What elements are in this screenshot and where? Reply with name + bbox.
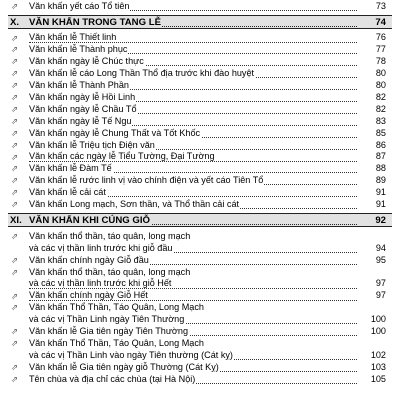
page-number: 85 [358, 128, 386, 138]
section-number: XI. [10, 215, 22, 227]
entry-title-continued: và các vị thần linh trước khi giỗ đầu [29, 242, 173, 253]
page-number: 89 [358, 175, 386, 185]
bullet-icon: ⇗ [11, 103, 19, 114]
section-title: VĂN KHẤN KHI CÚNG GIỖ [29, 215, 150, 227]
toc-entry[interactable] [0, 373, 400, 385]
toc-entry[interactable] [0, 115, 400, 127]
entry-title: Văn khấn ngày lễ Chầu Tổ [29, 103, 137, 114]
toc-entry[interactable] [0, 151, 400, 163]
entry-title-continued: và các vị Thần Linh vào ngày Tiên thường (Cát kỵ) [29, 349, 233, 360]
entry-title-continued: và các vị thần linh trước khi giỗ Hết [29, 278, 172, 289]
section-page-number: 92 [358, 215, 386, 226]
toc-entry[interactable] [0, 175, 400, 187]
toc-entry[interactable] [0, 302, 400, 326]
entry-title: Văn khấn lễ Đàm Tế [29, 163, 112, 174]
page-number: 80 [358, 68, 386, 78]
entry-title: Văn khấn thổ thần, táo quân, long mạch [29, 266, 191, 277]
bullet-icon: ⇗ [11, 254, 19, 265]
page-number: 94 [358, 243, 386, 253]
page-number: 102 [358, 350, 386, 360]
page-number: 87 [358, 151, 386, 161]
bullet-icon: ⇗ [11, 373, 19, 384]
section-page-number: 74 [358, 17, 386, 28]
entry-title: Văn khấn ngày lễ Tế Ngu [29, 115, 132, 126]
bullet-icon: ⇗ [11, 0, 19, 11]
toc-entry[interactable] [0, 361, 400, 373]
bullet-icon: ⇗ [11, 231, 19, 242]
page-number: 78 [358, 56, 386, 66]
toc-entry[interactable] [0, 91, 400, 103]
entry-title: Văn khấn Long mạch, Sơn thần, và Thổ thần cải cát [29, 199, 240, 209]
page-number: 103 [358, 362, 386, 372]
bullet-icon: ⇗ [11, 56, 19, 67]
toc-entry[interactable] [0, 326, 400, 338]
bullet-icon: ⇗ [11, 68, 19, 79]
bullet-icon: ⇗ [11, 139, 19, 150]
bullet-icon: ⇗ [11, 175, 19, 186]
toc-entry[interactable] [0, 290, 400, 302]
toc-entry[interactable] [0, 139, 400, 151]
page-number: 97 [358, 278, 386, 288]
bullet-icon: ⇗ [11, 80, 19, 91]
bullet-icon: ⇗ [11, 187, 19, 198]
toc-entry[interactable] [0, 338, 400, 362]
section-number: X. [10, 16, 20, 28]
page-number: 91 [358, 187, 386, 197]
entry-title: Văn khấn chính ngày Giỗ đầu [29, 254, 149, 265]
entry-title: Văn khấn lễ Thành phục [29, 44, 128, 55]
entry-title: Văn khấn Thổ Thần, Táo Quân, Long Mạch [29, 338, 204, 348]
entry-title: Văn khấn thổ thần, táo quân, long mạch [29, 230, 191, 241]
entry-title: Văn khấn ngày lễ Hồi Linh [29, 91, 136, 102]
toc-entry[interactable] [0, 0, 400, 12]
entry-title: Tên chùa và địa chỉ các chùa (tại Hà Nội) [29, 373, 196, 384]
toc-entry[interactable] [0, 127, 400, 139]
section-header[interactable] [8, 15, 392, 29]
bullet-icon: ⇗ [11, 32, 19, 43]
page-number: 95 [358, 255, 386, 265]
toc-entry[interactable] [0, 230, 400, 254]
page-number: 73 [358, 1, 386, 11]
bullet-icon: ⇗ [11, 361, 19, 372]
toc-entry[interactable] [0, 103, 400, 115]
bullet-icon: ⇗ [11, 115, 19, 126]
page-number: 88 [358, 163, 386, 173]
toc-entry[interactable] [0, 56, 400, 68]
bullet-icon: ⇗ [11, 163, 19, 174]
entry-title: Văn khấn yết cáo Tổ tiên [29, 0, 130, 11]
page-number: 86 [358, 140, 386, 150]
bullet-icon: ⇗ [11, 92, 19, 103]
page-number: 82 [358, 104, 386, 114]
section-title: VĂN KHẤN TRONG TANG LỄ [29, 16, 161, 28]
page-number: 82 [358, 92, 386, 102]
toc-entry[interactable] [0, 32, 400, 44]
page-number: 97 [358, 290, 386, 300]
entry-title: Văn khấn ngày lễ Chung Thất và Tốt Khốc [29, 127, 201, 138]
bullet-icon: ⇗ [11, 199, 19, 210]
bullet-icon: ⇗ [11, 302, 19, 313]
entry-title: Văn khấn Thổ Thần, Táo Quân, Long Mạch [29, 302, 204, 313]
page-number: 80 [358, 80, 386, 90]
entry-title: Văn khấn lễ Thiết linh [29, 32, 117, 43]
entry-title: Văn khấn ngày lễ Chúc thực [29, 56, 144, 67]
entry-title: Văn khấn lễ rước linh vị vào chính điện và yết cáo Tiên Tổ [29, 175, 264, 186]
entry-title: Văn khấn lễ Thành Phần [29, 80, 129, 90]
section-header[interactable] [8, 213, 392, 227]
toc-entry[interactable] [0, 187, 400, 199]
bullet-icon: ⇗ [11, 127, 19, 138]
entry-title: Văn khấn chính ngày Giỗ Hết [29, 290, 148, 301]
page-number: 105 [358, 374, 386, 384]
toc-entry[interactable] [0, 44, 400, 56]
page-number: 83 [358, 116, 386, 126]
bullet-icon: ⇗ [11, 326, 19, 337]
toc-entry[interactable] [0, 68, 400, 80]
entry-title: Văn khấn lễ Triệu tịch Điện văn [29, 139, 155, 150]
bullet-icon: ⇗ [11, 338, 19, 349]
page-number: 100 [358, 326, 386, 336]
entry-title: Văn khấn lễ cáo Long Thần Thổ địa trước khi đào huyệt [29, 68, 255, 79]
toc-entry[interactable] [0, 80, 400, 92]
entry-title-continued: và các vị Thần Linh ngày Tiên Thường [29, 314, 185, 325]
toc-entry[interactable] [0, 254, 400, 266]
bullet-icon: ⇗ [11, 266, 19, 277]
toc-entry[interactable] [0, 199, 400, 211]
page-number: 100 [358, 314, 386, 324]
bullet-icon: ⇗ [11, 151, 19, 162]
entry-title: Văn khấn lễ cải cát [29, 187, 106, 198]
page-number: 77 [358, 44, 386, 54]
bullet-icon: ⇗ [11, 44, 19, 55]
entry-title: Văn khấn lễ Gia tiên ngày Tiên Thường [29, 326, 188, 337]
entry-title: Văn khấn lễ Gia tiên ngày giỗ Thường (Cát Kỵ) [29, 361, 219, 372]
toc-entry[interactable] [0, 266, 400, 290]
toc-entry[interactable] [0, 163, 400, 175]
page-number: 76 [358, 32, 386, 42]
entry-title: Văn khấn các ngày lễ Tiểu Tường, Đại Tường [29, 151, 215, 162]
bullet-icon: ⇗ [11, 290, 19, 301]
page-number: 91 [358, 199, 386, 209]
